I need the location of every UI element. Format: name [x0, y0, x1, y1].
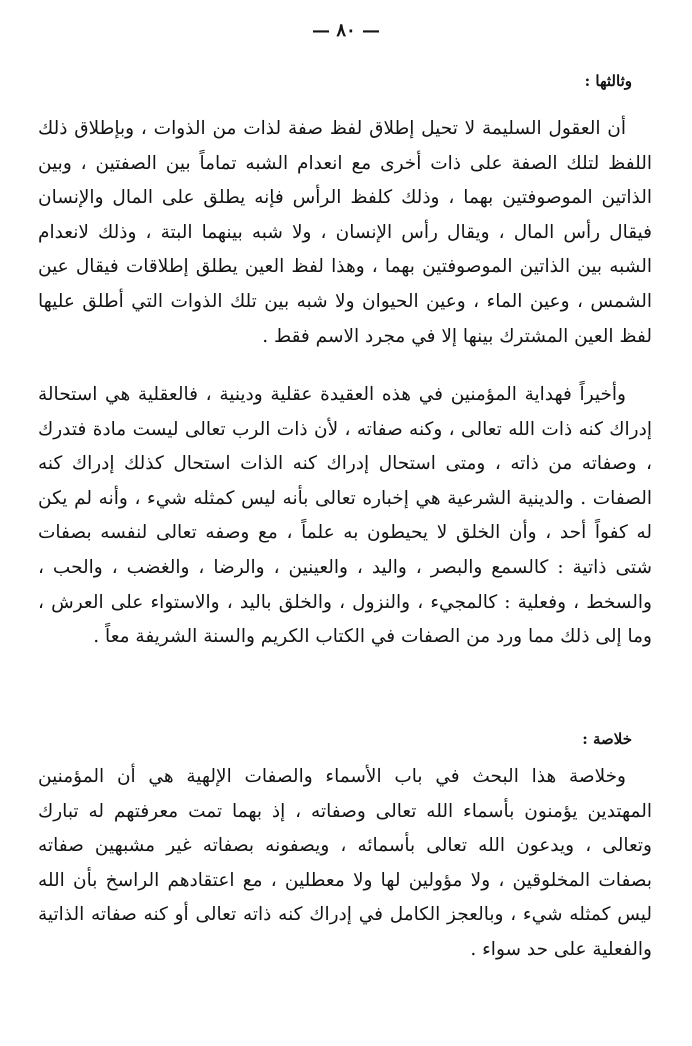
- paragraph-text: وأخيراً فهداية المؤمنين في هذه العقيدة عقلية ودينية ، فالعقلية هي استحالة إدراك كنه ذات الله تعالى ، وكنه صفاته ، لأن ذات الرب تعالى ليست مادة فتدرك ، وصفاته من ذاته ، ومتى استحال إدراك كنه الذات استحال كذلك إدراك كنه الصفات . والدينية الشرعية هي إخباره تعالى بأنه ليس كمثله شيء ، وأنه لم يكن له كفواً أحد ، وأن الخلق لا يحيطون به علماً ، مع وصفه تعالى لنفسه بصفات شتى ذاتية : كالسمع والبصر ، واليد ، والعينين ، والرضا ، والغضب ، والحب ، والسخط ، وفعلية : كالمجيء ، والنزول ، والخلق باليد ، والاستواء على العرش ، وما إلى ذلك مما ورد من الصفات في الكتاب الكريم والسنة الشريفة معاً .: [38, 384, 652, 648]
- paragraph-text: أن العقول السليمة لا تحيل إطلاق لفظ صفة لذات من الذوات ، وبإطلاق ذلك اللفظ لتلك الصفة على ذات أخرى مع انعدام الشبه تماماً بين الصفتين ، وبين الذاتين الموصوفتين بهما ، وذلك كلفظ الرأس فإنه يطلق على المال والإنسان فيقال رأس المال ، ويقال رأس الإنسان ، ولا شبه بينهما البتة ، وذلك لانعدام الشبه بين الذاتين الموصوفتين بهما ، وهذا لفظ العين يطلق إطلاقات فيقال عين الشمس ، وعين الماء ، وعين الحيوان ولا شبه بين تلك الذوات التي أطلق عليها لفظ العين المشترك بينها إلا في مجرد الاسم فقط .: [38, 118, 652, 347]
- paragraph-sound-minds: [38, 112, 652, 354]
- section-heading-summary: خلاصة :: [582, 730, 632, 748]
- section-heading-thirdly: وثالثها :: [584, 72, 632, 90]
- paragraph-guidance-of-believers: [38, 378, 652, 655]
- paragraph-summary: [38, 760, 652, 968]
- paragraph-text: وخلاصة هذا البحث في باب الأسماء والصفات الإلهية هي أن المؤمنين المهتدين يؤمنون بأسماء الله تعالى وصفاته ، إذ بهما تمت معرفتهم له تبارك وتعالى ، ويدعون الله تعالى بأسمائه ، ويصفونه بصفاته غير مشبهين صفاته بصفات المخلوقين ، ولا مؤولين لها ولا معطلين ، مع اعتقادهم الراسخ بأن الله ليس كمثله شيء ، وبالعجز الكامل في إدراك كنه ذاته تعالى أو كنه صفاته الذاتية والفعلية على حد سواء .: [38, 766, 652, 960]
- page-number: — ٨٠ —: [312, 20, 380, 41]
